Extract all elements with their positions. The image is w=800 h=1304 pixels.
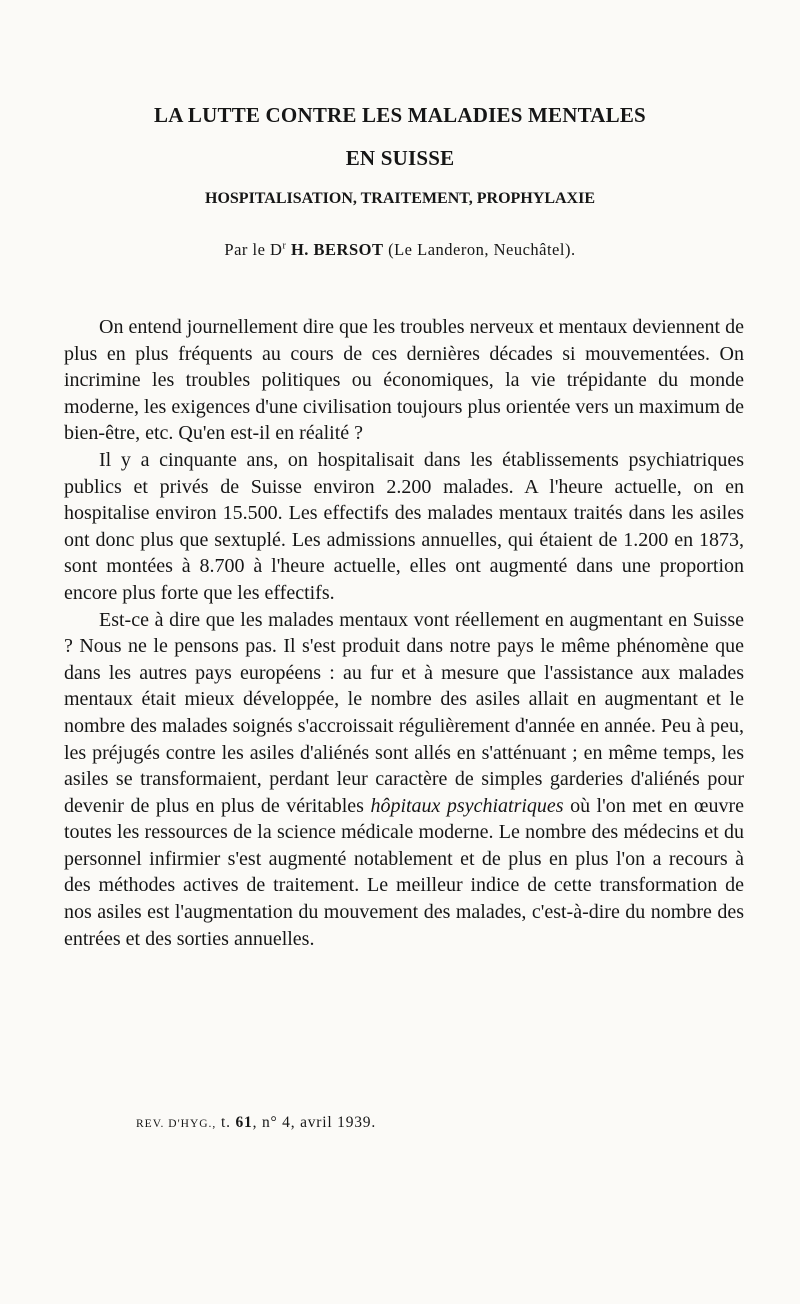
author-line [0,240,800,260]
author-prefix: Par le D [224,240,283,259]
title-line-1: LA LUTTE CONTRE LES MALADIES MENTALES [154,103,646,127]
paragraph-3 [64,607,744,953]
subtitle: HOSPITALISATION, TRAITEMENT, PROPHYLAXIE [205,190,595,207]
issue-date: , n° 4, avril 1939. [252,1114,377,1131]
author-name: H. BERSOT [290,240,384,259]
title-line-2: EN SUISSE [345,146,455,170]
paragraph-3-part-1: Est-ce à dire que les malades mentaux vont réellement en augmentant en Suisse ? Nous ne le pensons pas. Il s'est produit dans notre pays le même phénomène que dans les autres pays européens : au fur et à mesure que l'assistance aux malades mentaux était mieux développée, le nombre des asiles allait en augmentant et le nombre des malades soignés s'accroissait régulièrement d'année en année. Peu à peu, les préjugés contre les asiles d'aliénés sont allés en s'atténuant ; en même temps, les asiles se transformaient, perdant leur caractère de simples garderies d'aliénés pour devenir de plus en plus de véritables [64,608,744,817]
tome-number: 61 [235,1114,253,1131]
tome-prefix: t. [221,1114,231,1131]
citation-footer [136,1114,376,1132]
paragraph-2: Il y a cinquante ans, on hospitalisait dans les établissements psychiatriques publics et privés de Suisse environ 2.200 malades. A l'heure actuelle, on en hospitalise environ 15.500. Les effectifs des malades mentaux traités dans les asiles ont donc plus que sextuplé. Les admissions annuelles, qui étaient de 1.200 en 1873, sont montées à 8.700 à l'heure actuelle, elles ont augmenté dans une proportion encore plus forte que les effectifs. [64,448,744,604]
author-title-superscript: r [282,240,287,252]
journal-name: REV. D'HYG., [136,1118,217,1130]
paragraph-1: On entend journellement dire que les troubles nerveux et mentaux deviennent de plus en plus fréquents au cours de ces dernières décades si mouvementées. On incrimine les troubles politiques ou économiques, la vie trépidante du monde moderne, les exigences d'une civilisation toujours plus orientée vers un maximum de bien-être, etc. Qu'en est-il en réalité ? [64,316,744,445]
paragraph-3-part-2: où l'on met en œuvre toutes les ressources de la science médicale moderne. Le nombre des médecins et du personnel infirmier s'est augmenté notablement et de plus en plus l'on a recours à des méthodes actives de traitement. Le meilleur indice de cette transformation de nos asiles est l'augmentation du mouvement des malades, c'est-à-dire du nombre des entrées et des sorties annuelles. [64,794,745,950]
author-affiliation: (Le Landeron, Neuchâtel). [388,240,576,259]
paragraph-3-italic: hôpitaux psychiatriques [370,794,564,817]
article-body [64,314,744,952]
